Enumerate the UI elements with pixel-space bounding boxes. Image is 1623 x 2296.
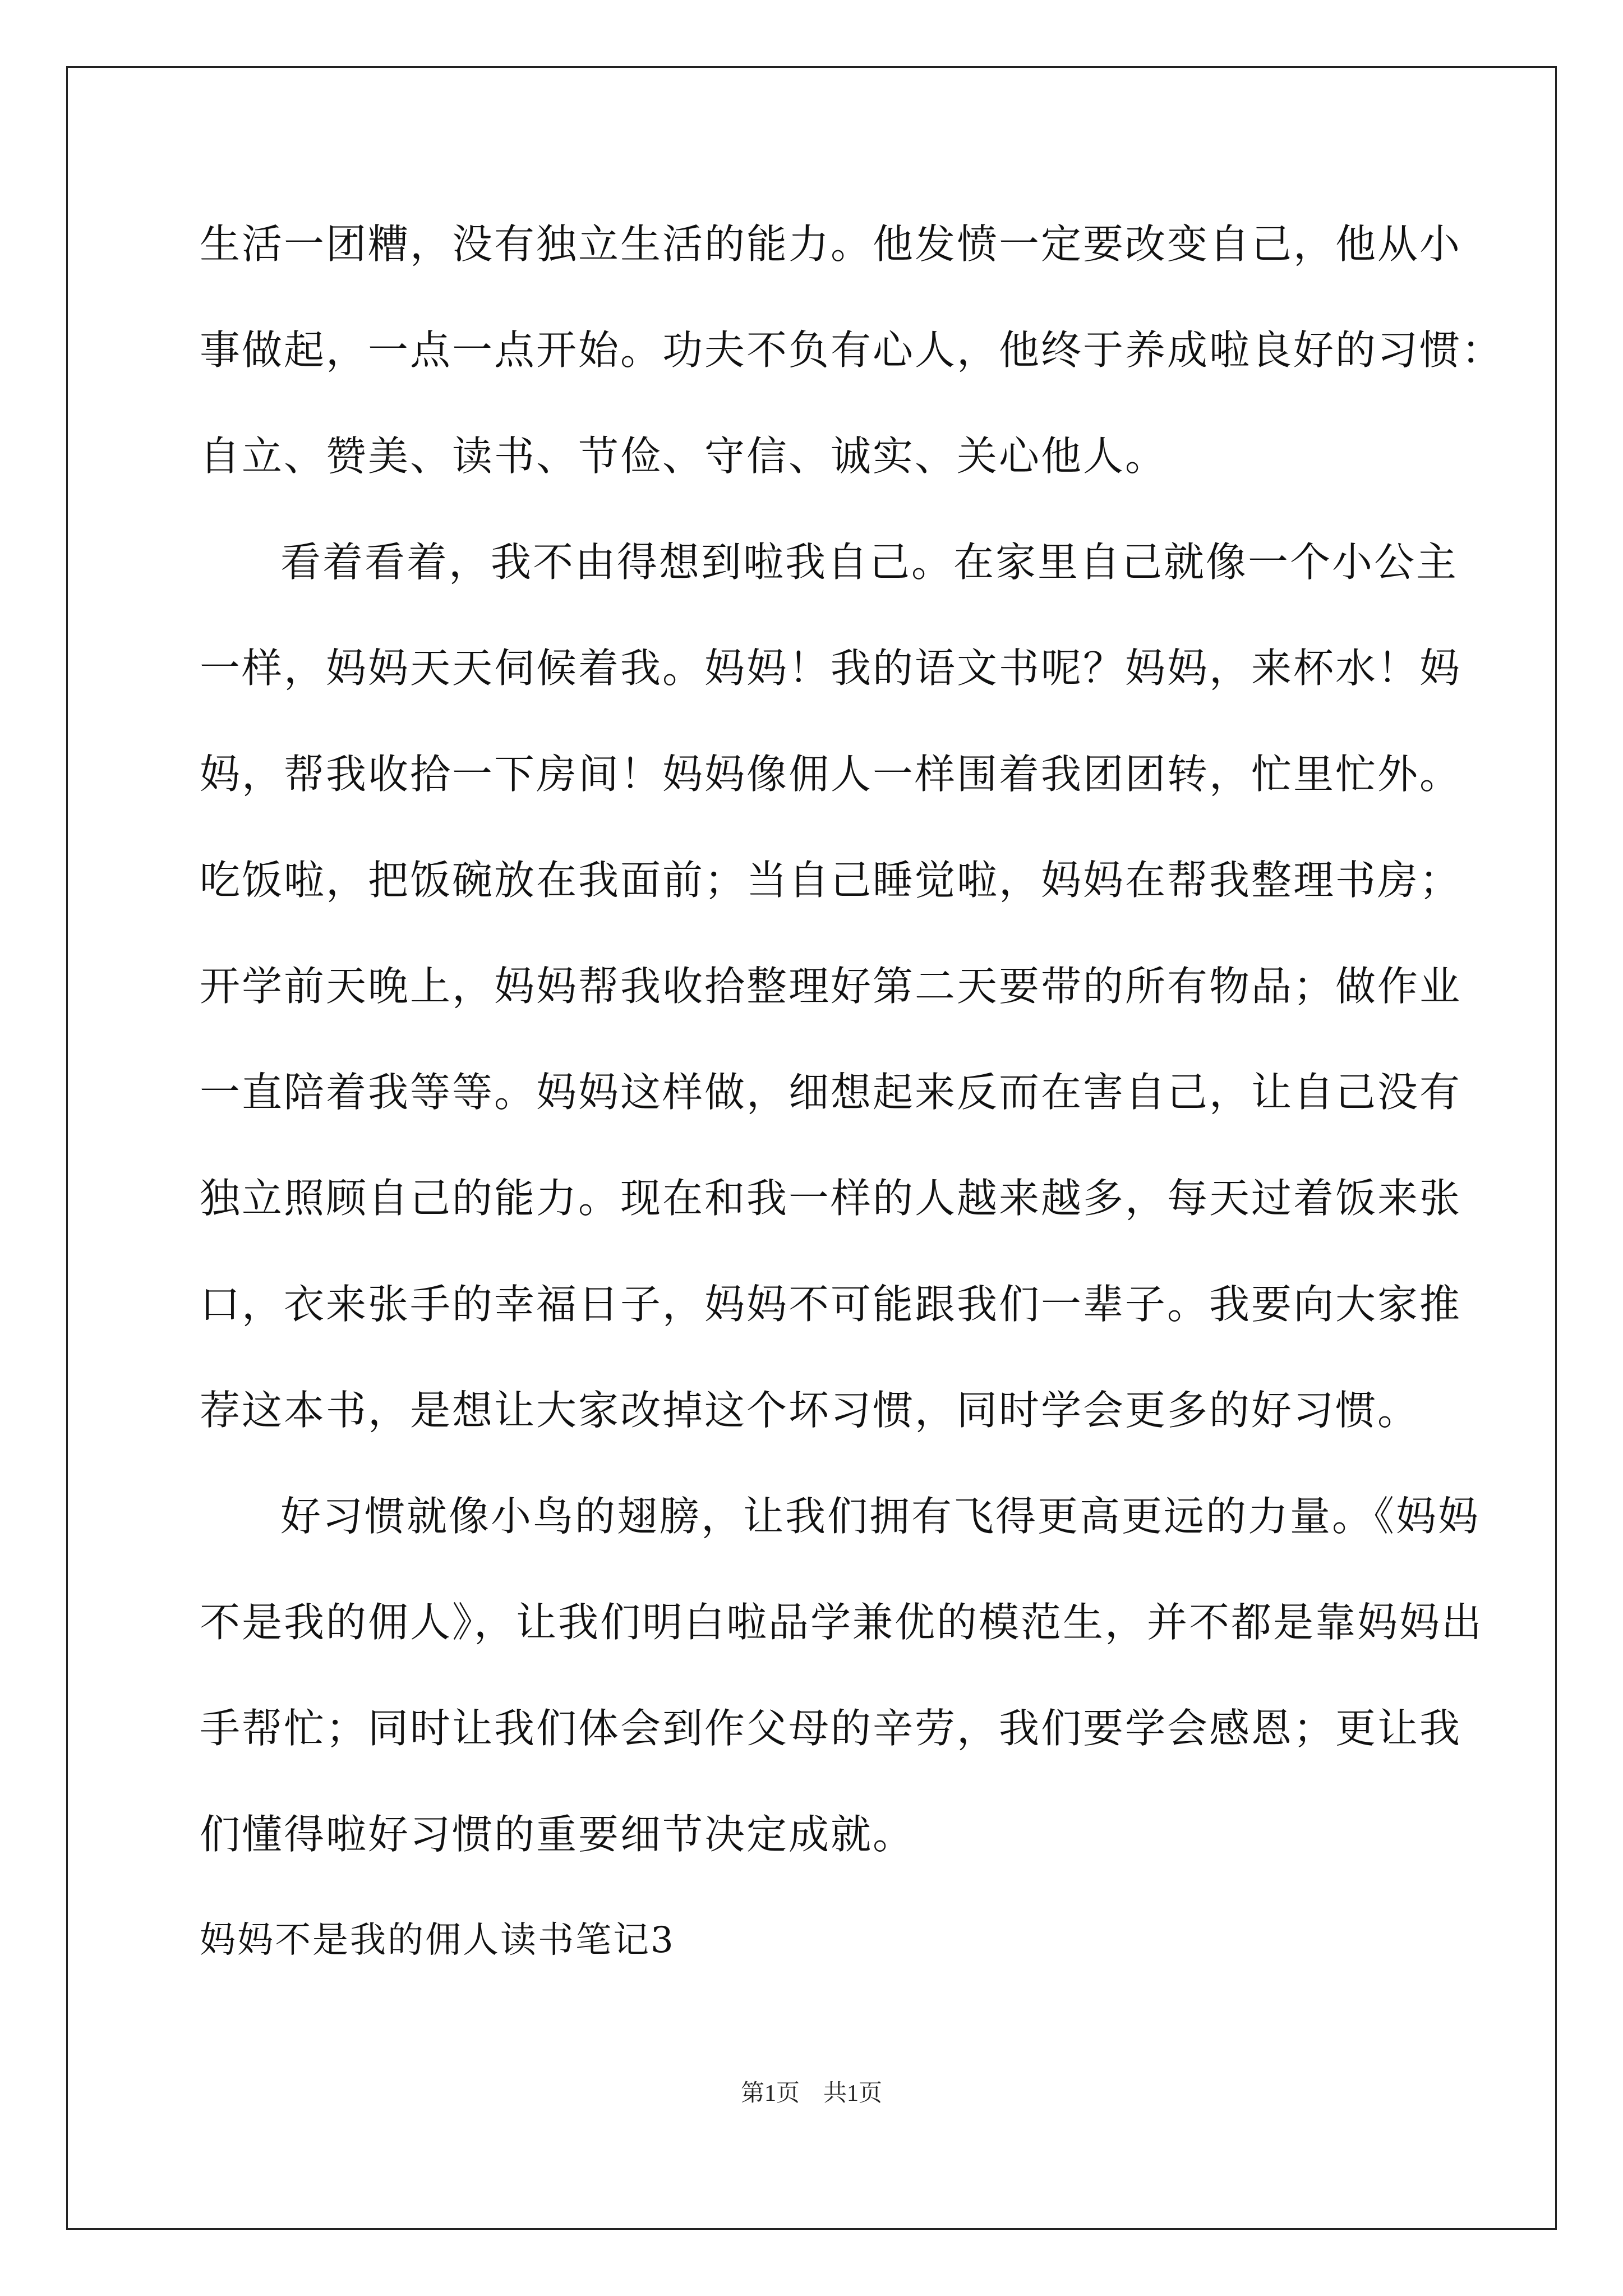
paragraph-line: 荐这本书，是想让大家改掉这个坏习惯，同时学会更多的好习惯。 (200, 1387, 1420, 1434)
paragraph-line: 看着看着，我不由得想到啦我自己。在家里自己就像一个小公主 (280, 539, 1459, 586)
paragraph-line: 不是我的佣人》，让我们明白啦品学兼优的模范生，并不都是靠妈妈出 (200, 1599, 1484, 1646)
paragraph-line: 生活一团糟，没有独立生活的能力。他发愤一定要改变自己，他从小 (200, 220, 1462, 268)
page-footer: 第1页 共1页 (740, 2081, 882, 2106)
paragraph-line: 一直陪着我等等。妈妈这样做，细想起来反而在害自己，让自己没有 (200, 1069, 1462, 1116)
paragraph-line: 开学前天晚上，妈妈帮我收拾整理好第二天要带的所有物品；做作业 (200, 963, 1462, 1010)
paragraph-line: 口，衣来张手的幸福日子，妈妈不可能跟我们一辈子。我要向大家推 (200, 1281, 1462, 1328)
document-body (200, 220, 1504, 2024)
paragraph-line: 吃饭啦，把饭碗放在我面前；当自己睡觉啦，妈妈在帮我整理书房； (200, 857, 1462, 904)
paragraph-line: 妈，帮我收拾一下房间！妈妈像佣人一样围着我团团转，忙里忙外。 (200, 751, 1462, 798)
paragraph-line: 独立照顾自己的能力。现在和我一样的人越来越多，每天过着饭来张 (200, 1175, 1462, 1222)
paragraph-line: 手帮忙；同时让我们体会到作父母的辛劳，我们要学会感恩；更让我 (200, 1705, 1462, 1752)
paragraph-line: 自立、赞美、读书、节俭、守信、诚实、关心他人。 (200, 432, 1168, 480)
paragraph-line: 一样，妈妈天天伺候着我。妈妈！我的语文书呢？妈妈，来杯水！妈 (200, 645, 1462, 692)
paragraph-line: 事做起，一点一点开始。功夫不负有心人，他终于养成啦良好的习惯： (200, 326, 1504, 374)
section-heading: 妈妈不是我的佣人读书笔记3 (200, 1920, 675, 1961)
paragraph-line: 好习惯就像小鸟的翅膀，让我们拥有飞得更高更远的力量。《妈妈 (280, 1493, 1481, 1540)
paragraph-line: 们懂得啦好习惯的重要细节决定成就。 (200, 1811, 915, 1858)
